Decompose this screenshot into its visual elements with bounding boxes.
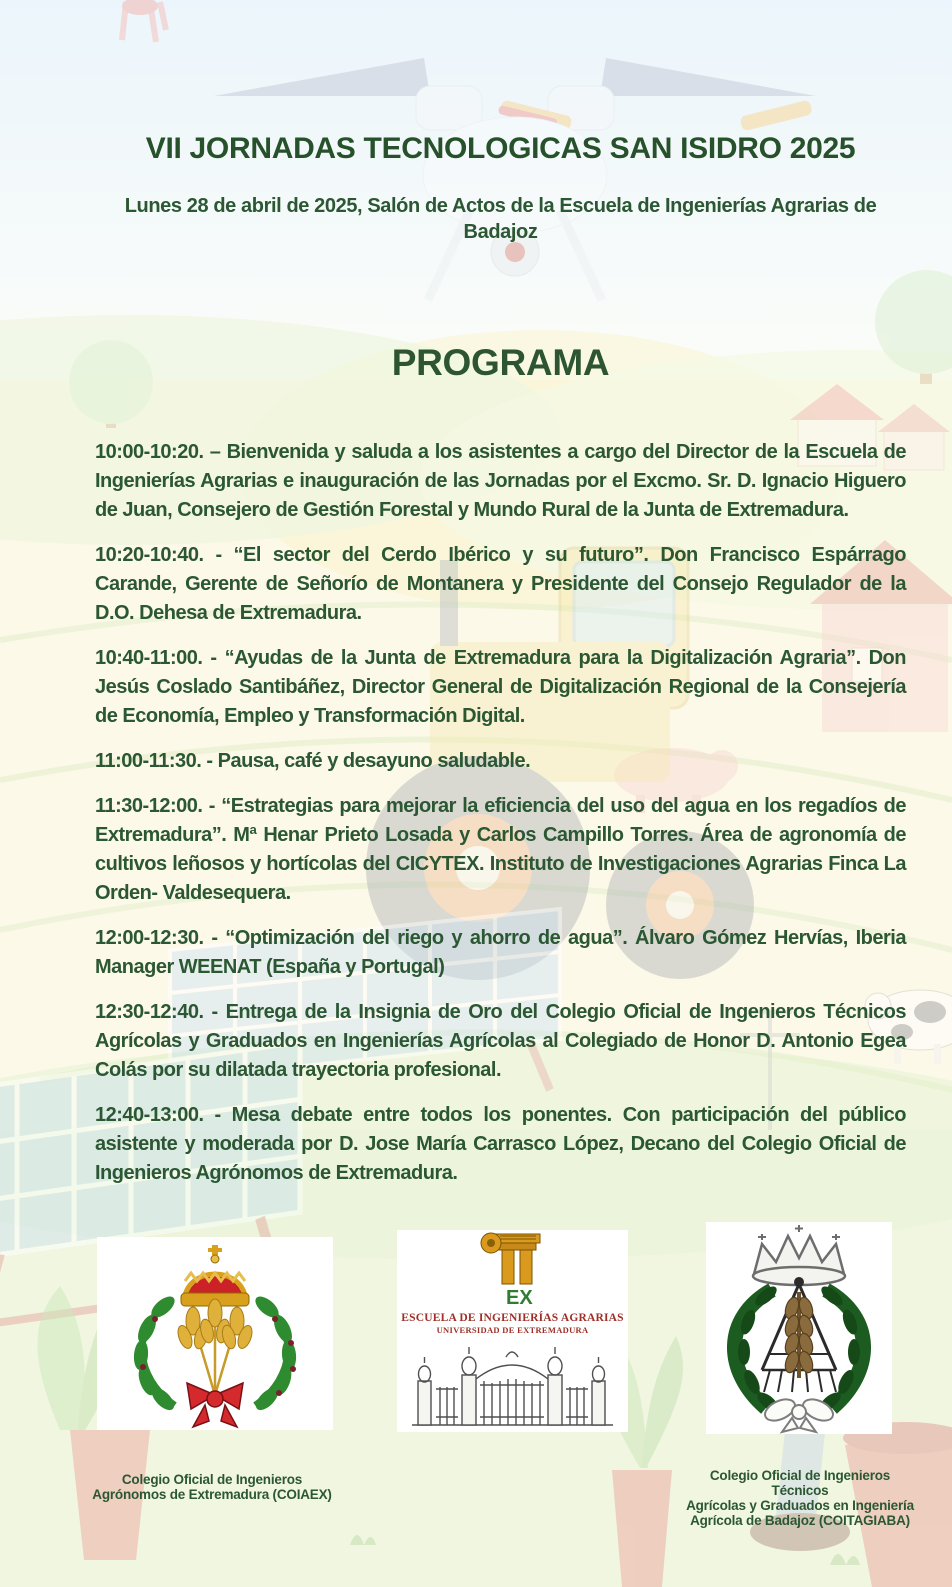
time-slot: 12:00-12:30. [95,927,204,949]
program-item [95,1101,906,1188]
program-item [95,541,906,628]
time-slot: 10:20-10:40. [95,544,204,566]
item-description: - “Ayudas de la Junta de Extremadura para la Digitalización Agraria”. Don Jesús Coslado Santibáñez, Director General de Digitalización Regional de la Consejería de Economía, Empleo y Transformación Digital. [95,647,906,727]
coitagiaba-caption [684,1468,916,1528]
caption-line: Agrónomos de Extremadura (COIAEX) [92,1487,332,1502]
time-slot: 12:40-13:00. [95,1104,204,1126]
escuela-monogram: EX [505,1287,533,1309]
time-slot: 12:30-12:40. [95,1001,204,1023]
time-slot: 10:00-10:20. [95,441,204,463]
escuela-logo [397,1230,628,1432]
escuela-subtitle: UNIVERSIDAD DE EXTREMADURA [436,1325,589,1335]
caption-line: Agrícola de Badajoz (COITAGIABA) [690,1513,910,1528]
time-slot: 11:30-12:00. [95,795,203,817]
item-description: - Pausa, café y desayuno saludable. [206,750,531,772]
time-slot: 11:00-11:30. [95,750,202,772]
item-description: - “Optimización del riego y ahorro de agua”. Álvaro Gómez Hervías, Iberia Manager WEENAT (España y Portugal) [95,927,906,978]
section-heading-programa: PROGRAMA [391,342,610,383]
event-date-location: Lunes 28 de abril de 2025, Salón de Actos de la Escuela de Ingenierías Agrarias de Badajoz [124,195,877,243]
item-description: - Entrega de la Insignia de Oro del Colegio Oficial de Ingenieros Técnicos Agrícolas y Graduados en Ingenierías Agrícolas al Colegiado de Honor D. Antonio Egea Colás por su dilatada trayectoria profesional. [95,1001,906,1081]
program-item [95,438,906,525]
item-description: – Bienvenida y saluda a los asistentes a cargo del Director de la Escuela de Ingenierías Agrarias e inauguración de las Jornadas por el Excmo. Sr. D. Ignacio Higuero de Juan, Consejero de Gestión Forestal y Mundo Rural de la Junta de Extremadura. [95,441,906,521]
program-item [95,644,906,731]
coitagiaba-crest-icon [706,1222,892,1434]
program-item [95,998,906,1085]
caption-line: Agrícolas y Graduados en Ingeniería [686,1498,914,1513]
program-item [95,792,906,908]
coiaex-crest-icon [97,1237,333,1430]
item-description: - “Estrategias para mejorar la eficiencia del uso del agua en los regadíos de Extremadura”. Mª Henar Prieto Losada y Carlos Campillo Torres. Área de agronomía de cultivos leñosos y hortícolas del CICYTEX. Instituto de Investigaciones Agrarias Finca La Orden- Valdesequera. [95,795,906,904]
item-description: - “El sector del Cerdo Ibérico y su futuro”. Don Francisco Espárrago Carande, Gerente de Señorío de Montanera y Presidente del Consejo Regulador de la D.O. Dehesa de Extremadura. [95,544,906,624]
gate-sketch-icon [410,1341,615,1429]
program-list [95,438,906,1188]
program-item [95,747,906,776]
escuela-title: ESCUELA DE INGENIERÍAS AGRARIAS [401,1312,624,1324]
caption-line: Colegio Oficial de Ingenieros [121,1472,303,1487]
column-capital-icon [478,1230,548,1310]
program-item [95,924,906,982]
time-slot: 10:40-11:00. [95,647,203,669]
item-description: - Mesa debate entre todos los ponentes. Con participación del público asistente y moderada por D. Jose María Carrasco López, Decano del Colegio Oficial de Ingenieros Agrónomos de Extremadura. [95,1104,906,1184]
coiaex-caption [82,1472,342,1502]
coiaex-logo [97,1237,333,1430]
coitagiaba-logo [706,1222,892,1434]
page-title: VII JORNADAS TECNOLOGICAS SAN ISIDRO 2025 [145,132,856,165]
caption-line: Colegio Oficial de Ingenieros Técnicos [709,1468,891,1498]
